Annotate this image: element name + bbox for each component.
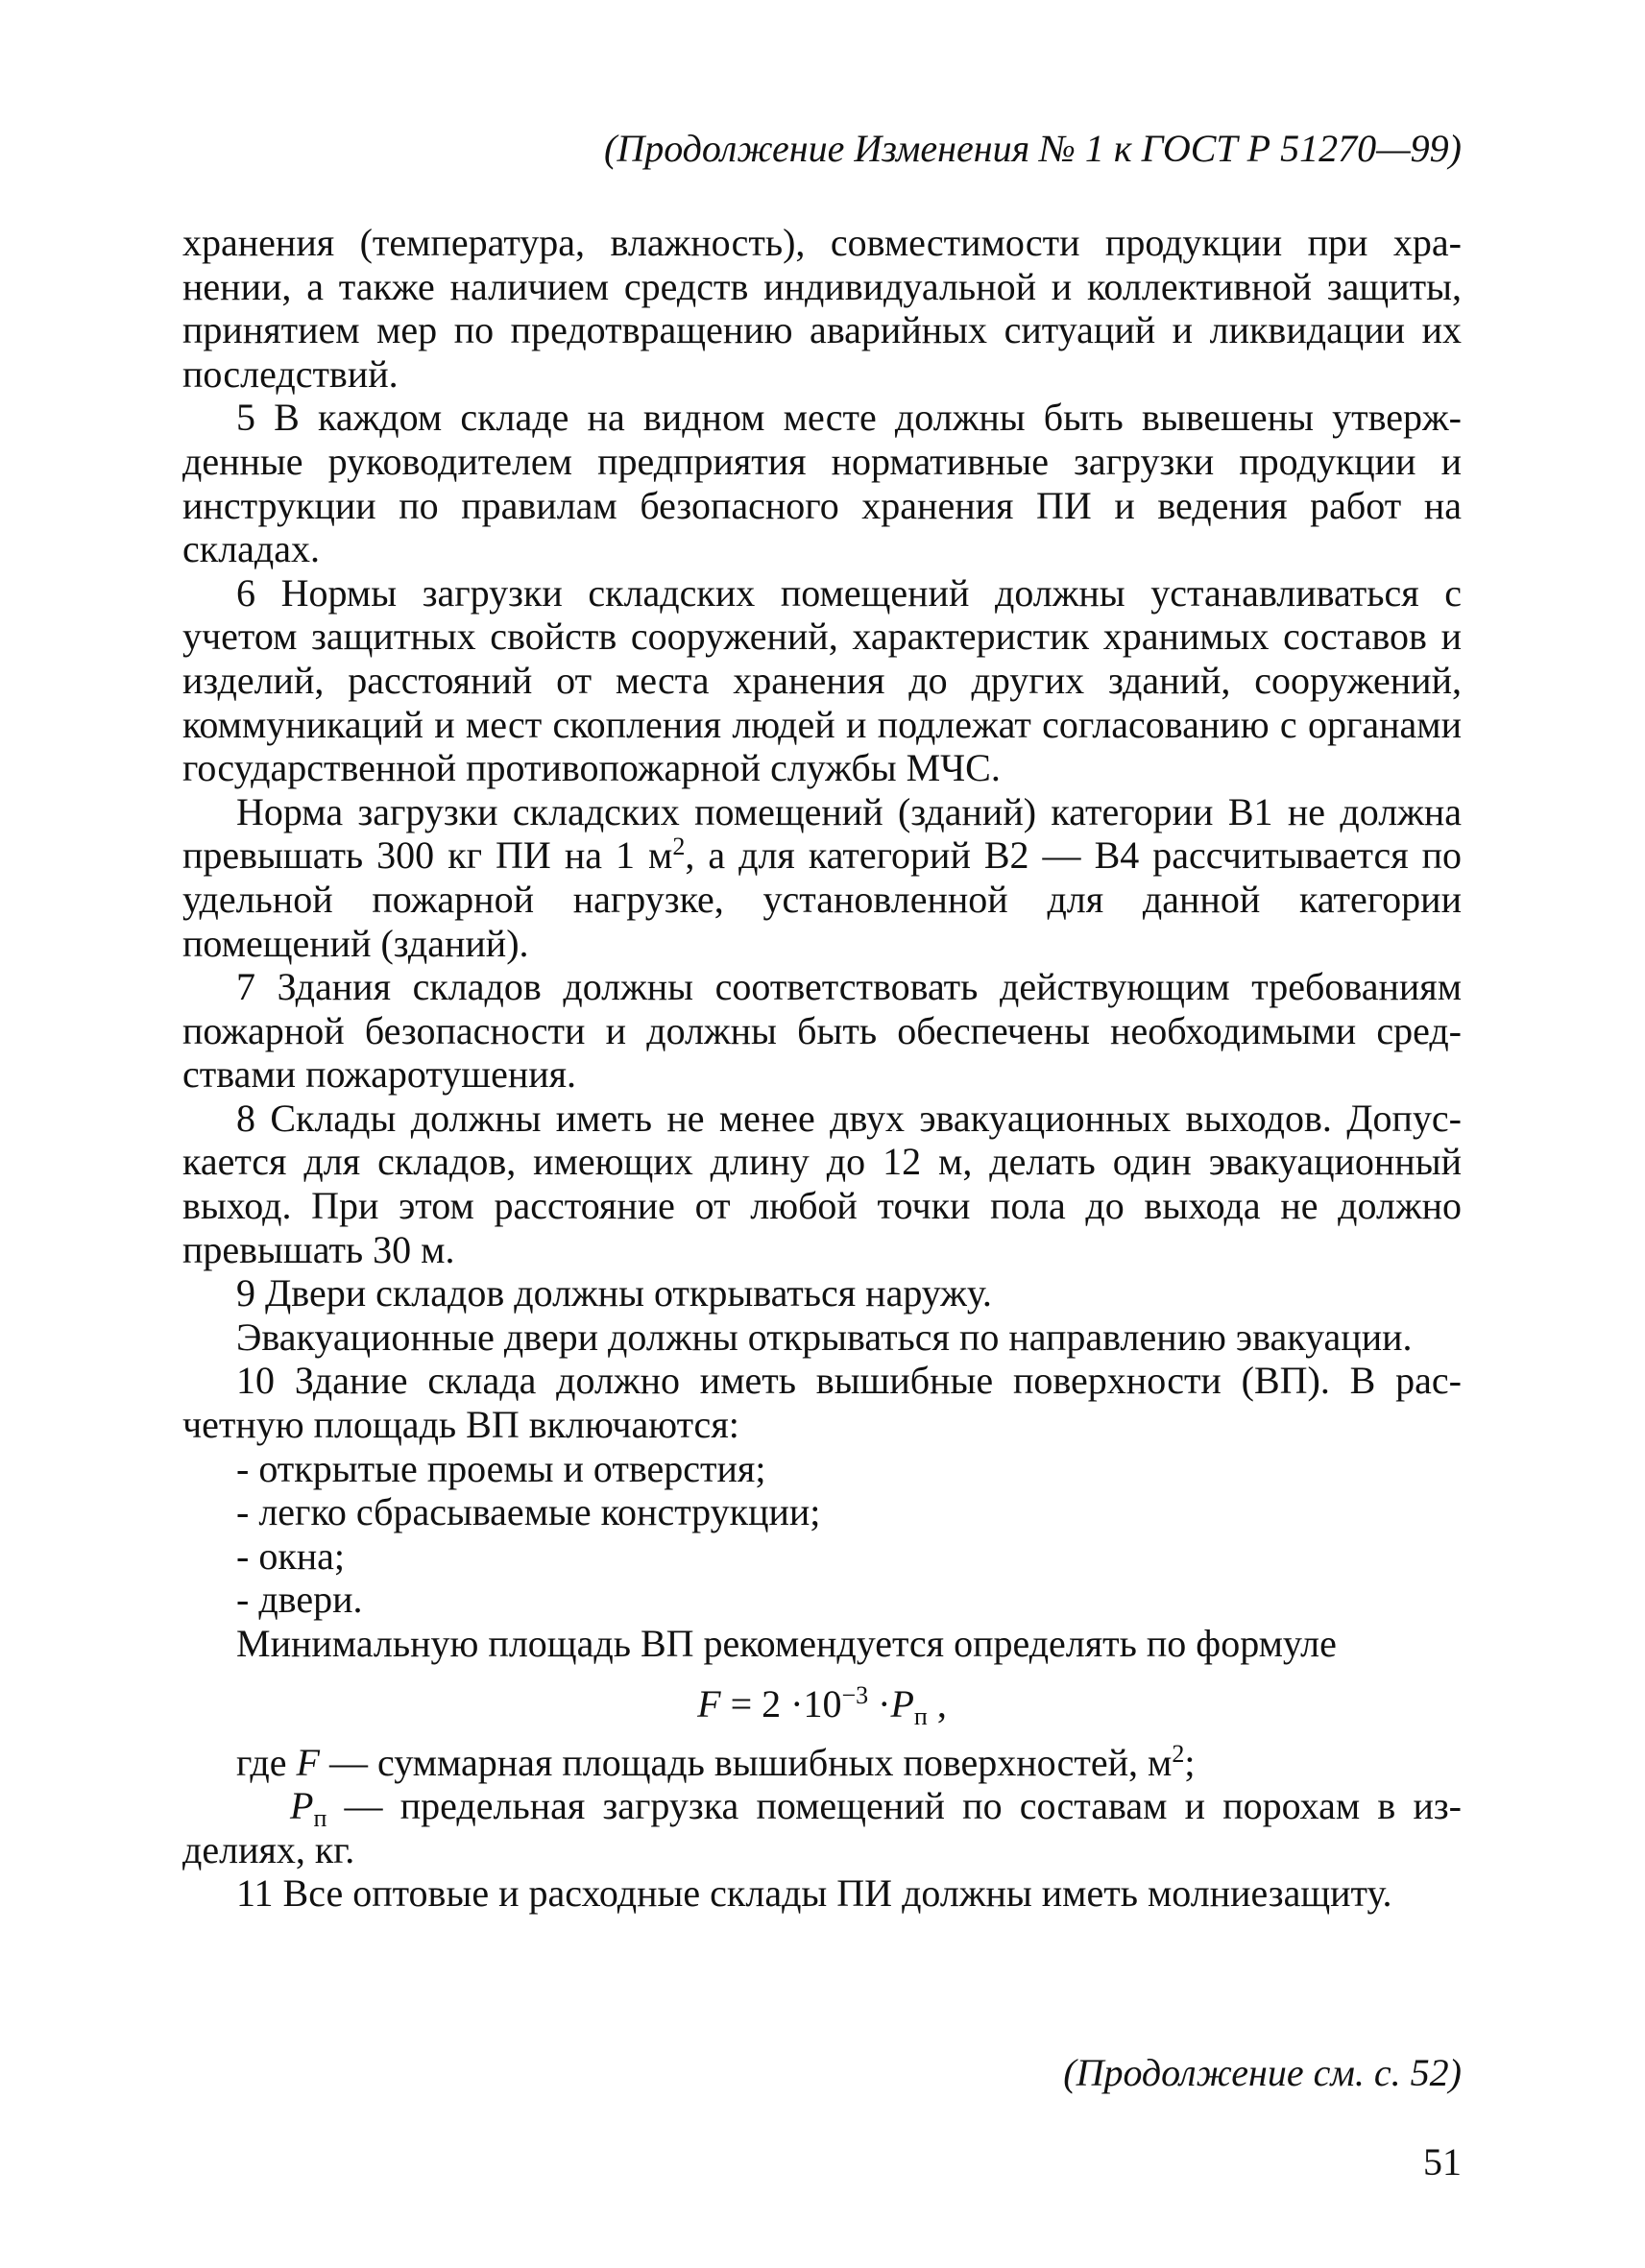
continuation-note: (Продолжение см. с. 52): [1063, 2051, 1462, 2094]
paragraph-7: 7 Здания складов должны соответствовать действующим требованиям пожарной безопасности и должны быть обеспечены необходимыми средствами пожаротушения.: [182, 965, 1462, 1097]
where-p-var: P: [290, 1784, 314, 1828]
formula-intro: Минимальную площадь ВП рекомендуется определять по формуле: [236, 1622, 1337, 1665]
norm-superscript: 2: [672, 832, 686, 861]
paragraph-5: 5 В каждом складе на видном месте должны быть вывешены утвержденные руководителем предприятия нормативные загрузки продукции и инструкции по правилам безопасного хранения ПИ и ведения работ на складах.: [182, 396, 1462, 571]
norm-text-1: Норма загрузки складских помещений (зданий) категории В1 не должна превышать 300 кг ПИ на 1 м: [182, 789, 1462, 878]
formula: [182, 1670, 1462, 1739]
paragraph-evacuation-doors: Эвакуационные двери должны открываться по направлению эвакуации.: [236, 1315, 1413, 1359]
paragraph-9: 9 Двери складов должны открываться наружу.: [236, 1271, 992, 1315]
paragraph-11: 11 Все оптовые и расходные склады ПИ должны иметь молниезащиту.: [236, 1871, 1392, 1916]
formula-dot: ·: [868, 1681, 891, 1725]
paragraph-8: 8 Склады должны иметь не менее двух эвакуационных выходов. Допускается для складов, имеющих длину до 12 м, делать один эвакуационный выход. При этом расстояние от любой точки пола до выхода не должно превышать 30 м.: [182, 1096, 1462, 1271]
where-f-sup: 2: [1172, 1739, 1185, 1768]
where-f-var: F: [296, 1740, 320, 1784]
where-f: [182, 1741, 1462, 1785]
list-item: - открытые проемы и отверстия;: [236, 1446, 766, 1490]
formula-eq: = 2 ·10: [720, 1681, 842, 1725]
formula-subscript: п: [913, 1701, 928, 1730]
list-item: - легко сбрасываемые конструкции;: [236, 1490, 821, 1534]
page-number: 51: [1423, 2140, 1462, 2184]
where-f-end: ;: [1184, 1740, 1196, 1784]
body-text: [182, 221, 1462, 1916]
paragraph-6: 6 Нормы загрузки складских помещений должны устанавливаться с учетом защитных свойств сооружений, характеристик хранимых составов и изделий, расстояний от места хранения до других зданий, сооружений, коммуникаций и мест скопления людей и подлежат согласованию с органами государственной противопожарной службы МЧС.: [182, 570, 1462, 790]
where-p-sub: п: [313, 1804, 327, 1833]
paragraph-norm: [182, 790, 1462, 965]
formula-exponent: −3: [841, 1680, 869, 1709]
formula-var: P: [890, 1681, 914, 1725]
list-item: - окна;: [236, 1533, 346, 1578]
norm-text-2: , а для категорий В2 — В4 рассчитывается по удельной пожарной нагрузке, установленной для данной категории помещений (зданий).: [182, 833, 1463, 965]
formula-lhs: F: [697, 1681, 721, 1725]
where-p-desc: — предельная загрузка помещений по составам и порохам в изделиях, кг.: [182, 1784, 1462, 1871]
formula-tail: ,: [927, 1681, 947, 1725]
where-f-desc: — суммарная площадь вышибных поверхностей, м: [319, 1740, 1173, 1784]
where-p: [182, 1784, 1462, 1871]
where-prefix: где: [236, 1740, 297, 1784]
running-header: (Продолжение Изменения № 1 к ГОСТ Р 51270—99): [604, 127, 1462, 170]
list-item: - двери.: [236, 1578, 363, 1622]
paragraph-continuation: хранения (температура, влажность), совместимости продукции при хранении, а также наличием средств индивидуальной и коллективной защиты, принятием мер по предотвращению аварийных ситуаций и ликвидации их последствий.: [182, 221, 1462, 396]
paragraph-10: 10 Здание склада должно иметь вышибные поверхности (ВП). В расчетную площадь ВП включаются:: [182, 1359, 1462, 1447]
